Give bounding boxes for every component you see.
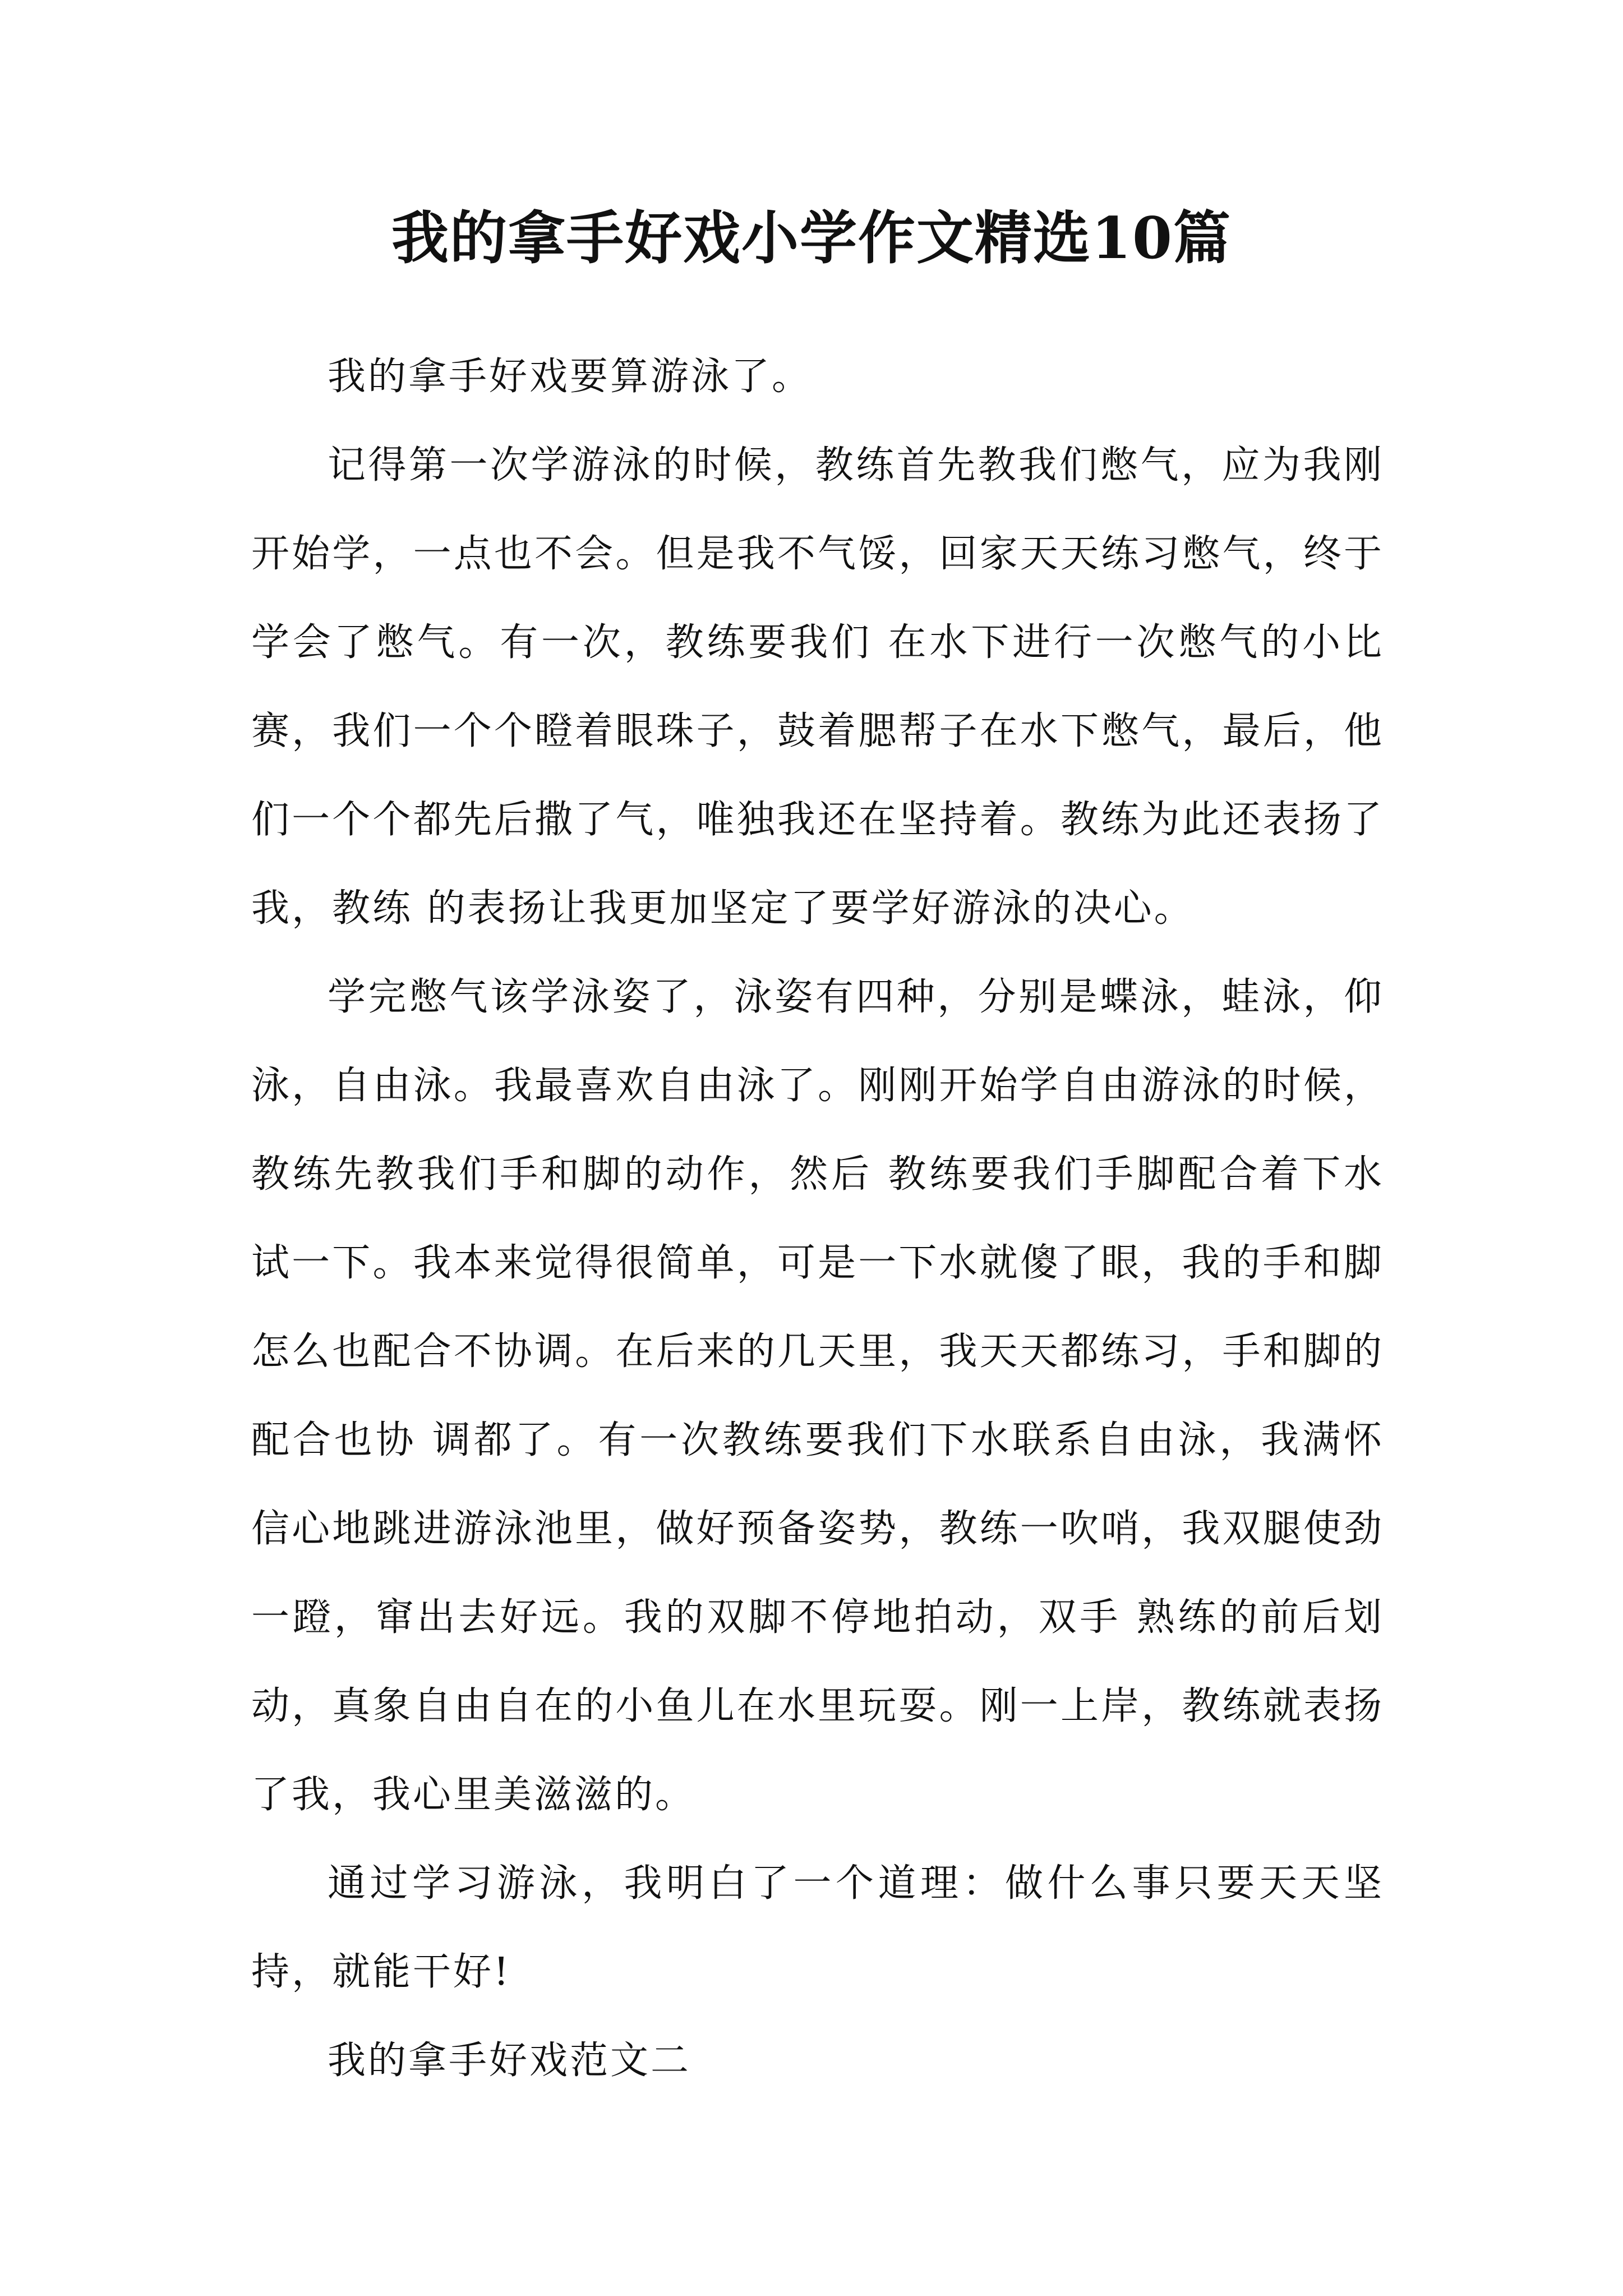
paragraph-intro: 我的拿手好戏要算游泳了。 <box>328 355 813 399</box>
paragraph-swim-strokes: 学完憋气该学泳姿了，泳姿有四种，分别是蝶泳，蛙泳，仰泳，自由泳。我最喜欢自由泳了。刚刚开始学自由游泳的时候，教练先教我们手和脚的动作，然后 教练要我们手脚配合着下水试一下。我本来觉得很简单，可是一下水就傻了眼，我的手和脚怎么也配合不协调。在后来的几天里，我天天都练习，手和脚的配合也协 调都了。有一次教练要我们下水联系自由泳，我满怀信心地跳进游泳池里，做好预备姿势，教练一吹哨，我双腿使劲一蹬，窜出去好远。我的双脚不停地拍动，双手 熟练的前后划动，真象自由自在的小鱼儿在水里玩耍。刚一上岸，教练就表扬了我，我心里美滋滋的。 <box>251 975 1384 1817</box>
document-title: 我的拿手好戏小学作文精选10篇 <box>391 205 1232 272</box>
paragraph-holding-breath: 记得第一次学游泳的时候，教练首先教我们憋气，应为我刚开始学，一点也不会。但是我不气馁，回家天天练习憋气，终于学会了憋气。有一次，教练要我们 在水下进行一次憋气的小比赛，我们一个个瞪着眼珠子，鼓着腮帮子在水下憋气，最后，他们一个个都先后撒了气，唯独我还在坚持着。教练为此还表扬了我，教练 的表扬让我更加坚定了要学好游泳的决心。 <box>251 443 1384 931</box>
paragraph-next-essay-heading: 我的拿手好戏范文二 <box>328 2039 691 2083</box>
document-body <box>251 333 1384 2105</box>
paragraph-conclusion: 通过学习游泳，我明白了一个道理：做什么事只要天天坚持，就能干好! <box>251 1861 1384 1994</box>
